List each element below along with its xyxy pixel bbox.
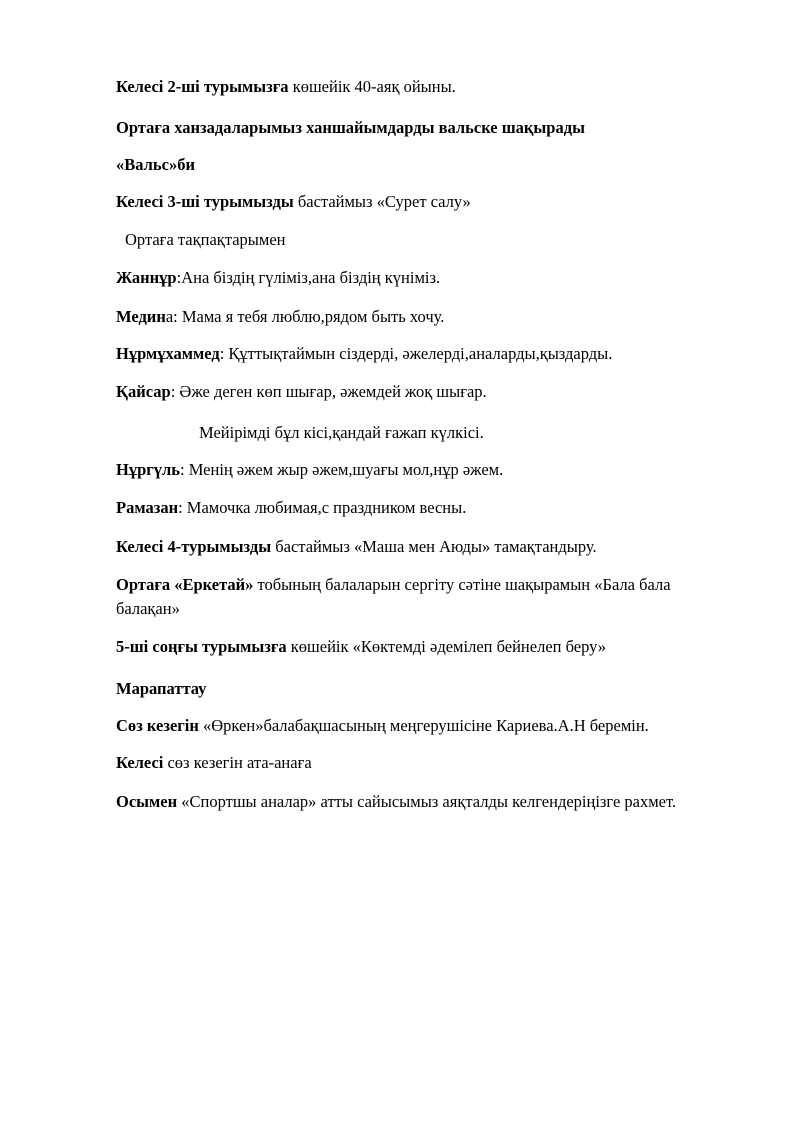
paragraph-3-bold: «Вальс»би: [116, 155, 195, 174]
paragraph-4-text: бастаймыз «Сурет салу»: [293, 192, 471, 211]
paragraph-8: [116, 344, 612, 364]
paragraph-18-text: сөз кезегін ата-анаға: [163, 753, 312, 772]
paragraph-9-bold: Қайсар: [116, 382, 171, 401]
paragraph-19: [116, 790, 716, 814]
paragraph-6-bold: Жаннұр: [116, 268, 177, 287]
paragraph-16: [116, 679, 206, 699]
paragraph-9: [116, 382, 487, 402]
paragraph-7: [116, 307, 444, 327]
paragraph-7-bold: Медин: [116, 307, 166, 326]
paragraph-15: [116, 637, 606, 657]
paragraph-10-text: Мейірімді бұл кісі,қандай ғажап күлкісі.: [199, 423, 484, 442]
paragraph-11-bold: Нұргүль: [116, 460, 180, 479]
paragraph-6-text: :Ана біздің гүліміз,ана біздің күніміз.: [176, 268, 441, 287]
paragraph-9-text: : Әже деген көп шығар, әжемдей жоқ шығар.: [170, 382, 487, 401]
paragraph-18-bold: Келесі: [116, 753, 164, 772]
paragraph-14-bold: Ортаға «Еркетай»: [116, 575, 254, 594]
paragraph-14: [116, 573, 716, 621]
paragraph-2: [116, 118, 585, 138]
paragraph-16-bold: Марапаттау: [116, 679, 207, 698]
paragraph-11: [116, 460, 503, 480]
paragraph-1-text: көшейік 40-аяқ ойыны.: [288, 77, 456, 96]
paragraph-2-bold: Ортаға ханзадаларымыз ханшайымдарды вальске шақырады: [116, 118, 585, 137]
paragraph-8-bold: Нұрмұхаммед: [116, 344, 220, 363]
paragraph-1: [116, 77, 456, 97]
paragraph-15-text: көшейік «Көктемді әдемілеп бейнелеп беру»: [286, 637, 607, 656]
paragraph-10: [199, 423, 484, 443]
paragraph-12-text: : Мамочка любимая,с праздником весны.: [178, 498, 467, 517]
paragraph-5: [125, 230, 286, 250]
paragraph-12: [116, 498, 466, 518]
paragraph-17: [116, 716, 649, 736]
paragraph-17-text: «Өркен»балабақшасының меңгерушісіне Кариева.А.Н беремін.: [198, 716, 649, 735]
paragraph-13: [116, 537, 597, 557]
paragraph-15-bold: 5-ші соңғы турымызға: [116, 637, 287, 656]
paragraph-6: [116, 268, 440, 288]
paragraph-4: [116, 192, 471, 212]
paragraph-8-text: : Құттықтаймын сіздерді, әжелерді,аналарды,қыздарды.: [219, 344, 613, 363]
paragraph-19-text: «Спортшы аналар» атты сайысымыз аяқталды келгендеріңізге рахмет.: [177, 792, 677, 811]
paragraph-5-text: Ортаға тақпақтарымен: [125, 230, 286, 249]
paragraph-14-text: тобының балаларын сергіту сәтіне шақырамын «Бала бала балақан»: [116, 575, 671, 618]
paragraph-13-bold: Келесі 4-турымызды: [116, 537, 272, 556]
paragraph-18: [116, 753, 312, 773]
paragraph-12-bold: Рамазан: [116, 498, 179, 517]
paragraph-11-text: : Менің әжем жыр әжем,шуағы мол,нұр әжем.: [180, 460, 504, 479]
paragraph-19-bold: Осымен: [116, 792, 178, 811]
paragraph-17-bold: Сөз кезегін: [116, 716, 199, 735]
paragraph-13-text: бастаймыз «Маша мен Аюды» тамақтандыру.: [271, 537, 597, 556]
paragraph-7-text: а: Мама я тебя люблю,рядом быть хочу.: [165, 307, 445, 326]
paragraph-1-bold: Келесі 2-ші турымызға: [116, 77, 289, 96]
paragraph-3: [116, 155, 195, 175]
paragraph-4-bold: Келесі 3-ші турымызды: [116, 192, 294, 211]
